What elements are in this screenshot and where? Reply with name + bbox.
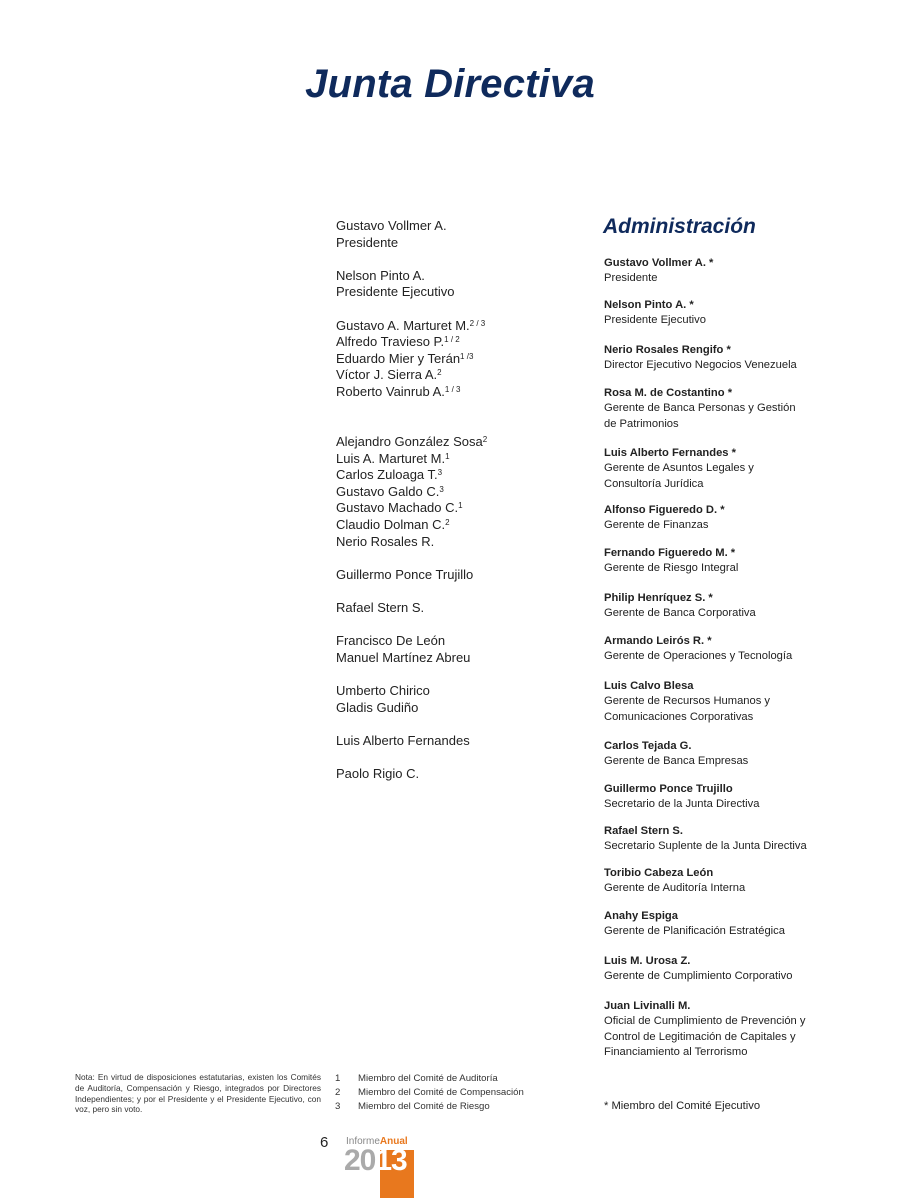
admin-entry <box>604 824 904 855</box>
member-line: Rafael Stern S. <box>336 600 425 615</box>
admin-entry <box>604 634 904 665</box>
admin-entry <box>604 256 904 287</box>
admin-role: Secretario de la Junta Directiva <box>604 798 760 811</box>
member-line: Gustavo Vollmer A. <box>336 218 447 233</box>
admin-entry <box>604 386 904 432</box>
admin-entry <box>604 679 904 725</box>
admin-role: Gerente de Cumplimiento Corporativo <box>604 970 793 983</box>
admin-name: Rafael Stern S. <box>604 825 683 837</box>
admin-entry <box>604 866 904 897</box>
admin-name: Nerio Rosales Rengifo * <box>604 344 731 356</box>
admin-name: Nelson Pinto A. * <box>604 299 694 311</box>
admin-name: Toribio Cabeza León <box>604 867 714 879</box>
admin-role: Gerente de Banca Corporativa <box>604 607 756 620</box>
admin-role: de Patrimonios <box>604 417 679 430</box>
legend-item: 3 Miembro del Comité de Riesgo <box>335 1101 490 1112</box>
member-line: Luis A. Marturet M.$^1$ <box>336 450 450 466</box>
admin-name: Gustavo Vollmer A. * <box>604 257 714 269</box>
member-line: Presidente Ejecutivo <box>336 284 455 300</box>
member-line: Paolo Rigio C. <box>336 766 420 781</box>
executive-committee-note: * Miembro del Comité Ejecutivo <box>604 1100 761 1112</box>
admin-name: Guillermo Ponce Trujillo <box>604 783 733 795</box>
footnote-text: Nota: En virtud de disposiciones estatutarias, existen los Comités de Auditoría, Compensación y Riesgo, integrados por Directores Independientes; y por el Presidente y el Presidente Ejecutivo, con voz, pero sin voto. <box>75 1072 321 1115</box>
member-line: Gladis Gudiño <box>336 699 419 715</box>
admin-entry <box>604 782 904 813</box>
group-names <box>336 567 596 584</box>
member-line: Umberto Chirico <box>336 683 430 698</box>
member-line: Francisco De León <box>336 633 446 648</box>
admin-entry <box>604 999 904 1060</box>
admin-role: Gerente de Banca Empresas <box>604 755 749 768</box>
member-line: Luis Alberto Fernandes <box>336 733 470 748</box>
admin-entry <box>604 909 904 940</box>
group-names <box>336 683 596 716</box>
admin-name: Philip Henríquez S. * <box>604 592 713 604</box>
admin-role: Consultoría Jurídica <box>604 477 704 490</box>
admin-entry <box>604 546 904 577</box>
member-line: Guillermo Ponce Trujillo <box>336 567 474 582</box>
member-line: Manuel Martínez Abreu <box>336 649 471 665</box>
group-names <box>336 600 596 617</box>
legend-item: 1 Miembro del Comité de Auditoría <box>335 1073 498 1084</box>
member-line: Gustavo A. Marturet M.$^{2 / 3}$ <box>336 317 486 333</box>
committee-legend <box>335 1072 524 1114</box>
page-title: Junta Directiva <box>305 62 595 106</box>
admin-role: Oficial de Cumplimiento de Prevención y <box>604 1015 806 1028</box>
member-line: Gustavo Machado C.$^1$ <box>336 500 463 516</box>
informe-anual-logo: InformeAnual 2013 <box>344 1136 414 1198</box>
admin-role: Gerente de Recursos Humanos y <box>604 695 771 708</box>
member-line: Alejandro González Sosa$^2$ <box>336 434 488 449</box>
admin-name: Juan Livinalli M. <box>604 1000 691 1012</box>
member-line: Víctor J. Sierra A.$^2$ <box>336 367 442 383</box>
admin-name: Luis Calvo Blesa <box>604 680 694 692</box>
admin-entry <box>604 503 904 534</box>
admin-role: Control de Legitimación de Capitales y <box>604 1030 796 1043</box>
admin-entry <box>604 446 904 492</box>
admin-role: Secretario Suplente de la Junta Directiva <box>604 840 807 853</box>
admin-role: Gerente de Banca Personas y Gestión <box>604 402 796 415</box>
member-line: Eduardo Mier y Terán$^{1 /3}$ <box>336 350 474 366</box>
admin-entry <box>604 298 904 329</box>
group-names <box>336 218 596 401</box>
admin-role: Gerente de Finanzas <box>604 519 709 532</box>
admin-entry <box>604 954 904 985</box>
admin-name: Luis M. Urosa Z. <box>604 955 691 967</box>
admin-role: Gerente de Auditoría Interna <box>604 882 746 895</box>
admin-role: Presidente Ejecutivo <box>604 314 706 327</box>
member-line: Gustavo Galdo C.$^3$ <box>336 483 444 499</box>
admin-role: Director Ejecutivo Negocios Venezuela <box>604 359 797 372</box>
member-line: Alfredo Travieso P.$^{1 / 2}$ <box>336 334 460 350</box>
group-names <box>336 766 596 783</box>
legend-item: 2 Miembro del Comité de Compensación <box>335 1087 524 1098</box>
admin-name: Luis Alberto Fernandes * <box>604 447 736 459</box>
admin-role: Comunicaciones Corporativas <box>604 710 754 723</box>
admin-role: Presidente <box>604 272 658 285</box>
member-line: Nelson Pinto A. <box>336 267 425 283</box>
admin-entry <box>604 739 904 770</box>
admin-entry <box>604 591 904 622</box>
admin-name: Alfonso Figueredo D. * <box>604 504 725 516</box>
admin-name: Anahy Espiga <box>604 910 678 922</box>
page-number: 6 <box>320 1134 329 1151</box>
admin-name: Rosa M. de Costantino * <box>604 387 733 399</box>
member-line: Claudio Dolman C.$^2$ <box>336 516 450 532</box>
group-names <box>336 633 596 666</box>
member-line: Presidente <box>336 234 399 250</box>
admin-role: Financiamiento al Terrorismo <box>604 1045 748 1058</box>
group-names <box>336 434 596 550</box>
admin-name: Fernando Figueredo M. * <box>604 547 736 559</box>
admin-name: Carlos Tejada G. <box>604 740 692 752</box>
member-line: Carlos Zuloaga T.$^3$ <box>336 467 443 483</box>
admin-entry <box>604 343 904 374</box>
admin-title: Administración <box>603 215 756 238</box>
admin-name: Armando Leirós R. * <box>604 635 712 647</box>
admin-role: Gerente de Planificación Estratégica <box>604 925 785 938</box>
admin-role: Gerente de Riesgo Integral <box>604 562 739 575</box>
member-line: Roberto Vainrub A.$^{1 / 3}$ <box>336 383 461 399</box>
member-line: Nerio Rosales R. <box>336 533 435 549</box>
admin-role: Gerente de Asuntos Legales y <box>604 462 754 475</box>
group-names <box>336 733 596 750</box>
admin-role: Gerente de Operaciones y Tecnología <box>604 650 793 663</box>
